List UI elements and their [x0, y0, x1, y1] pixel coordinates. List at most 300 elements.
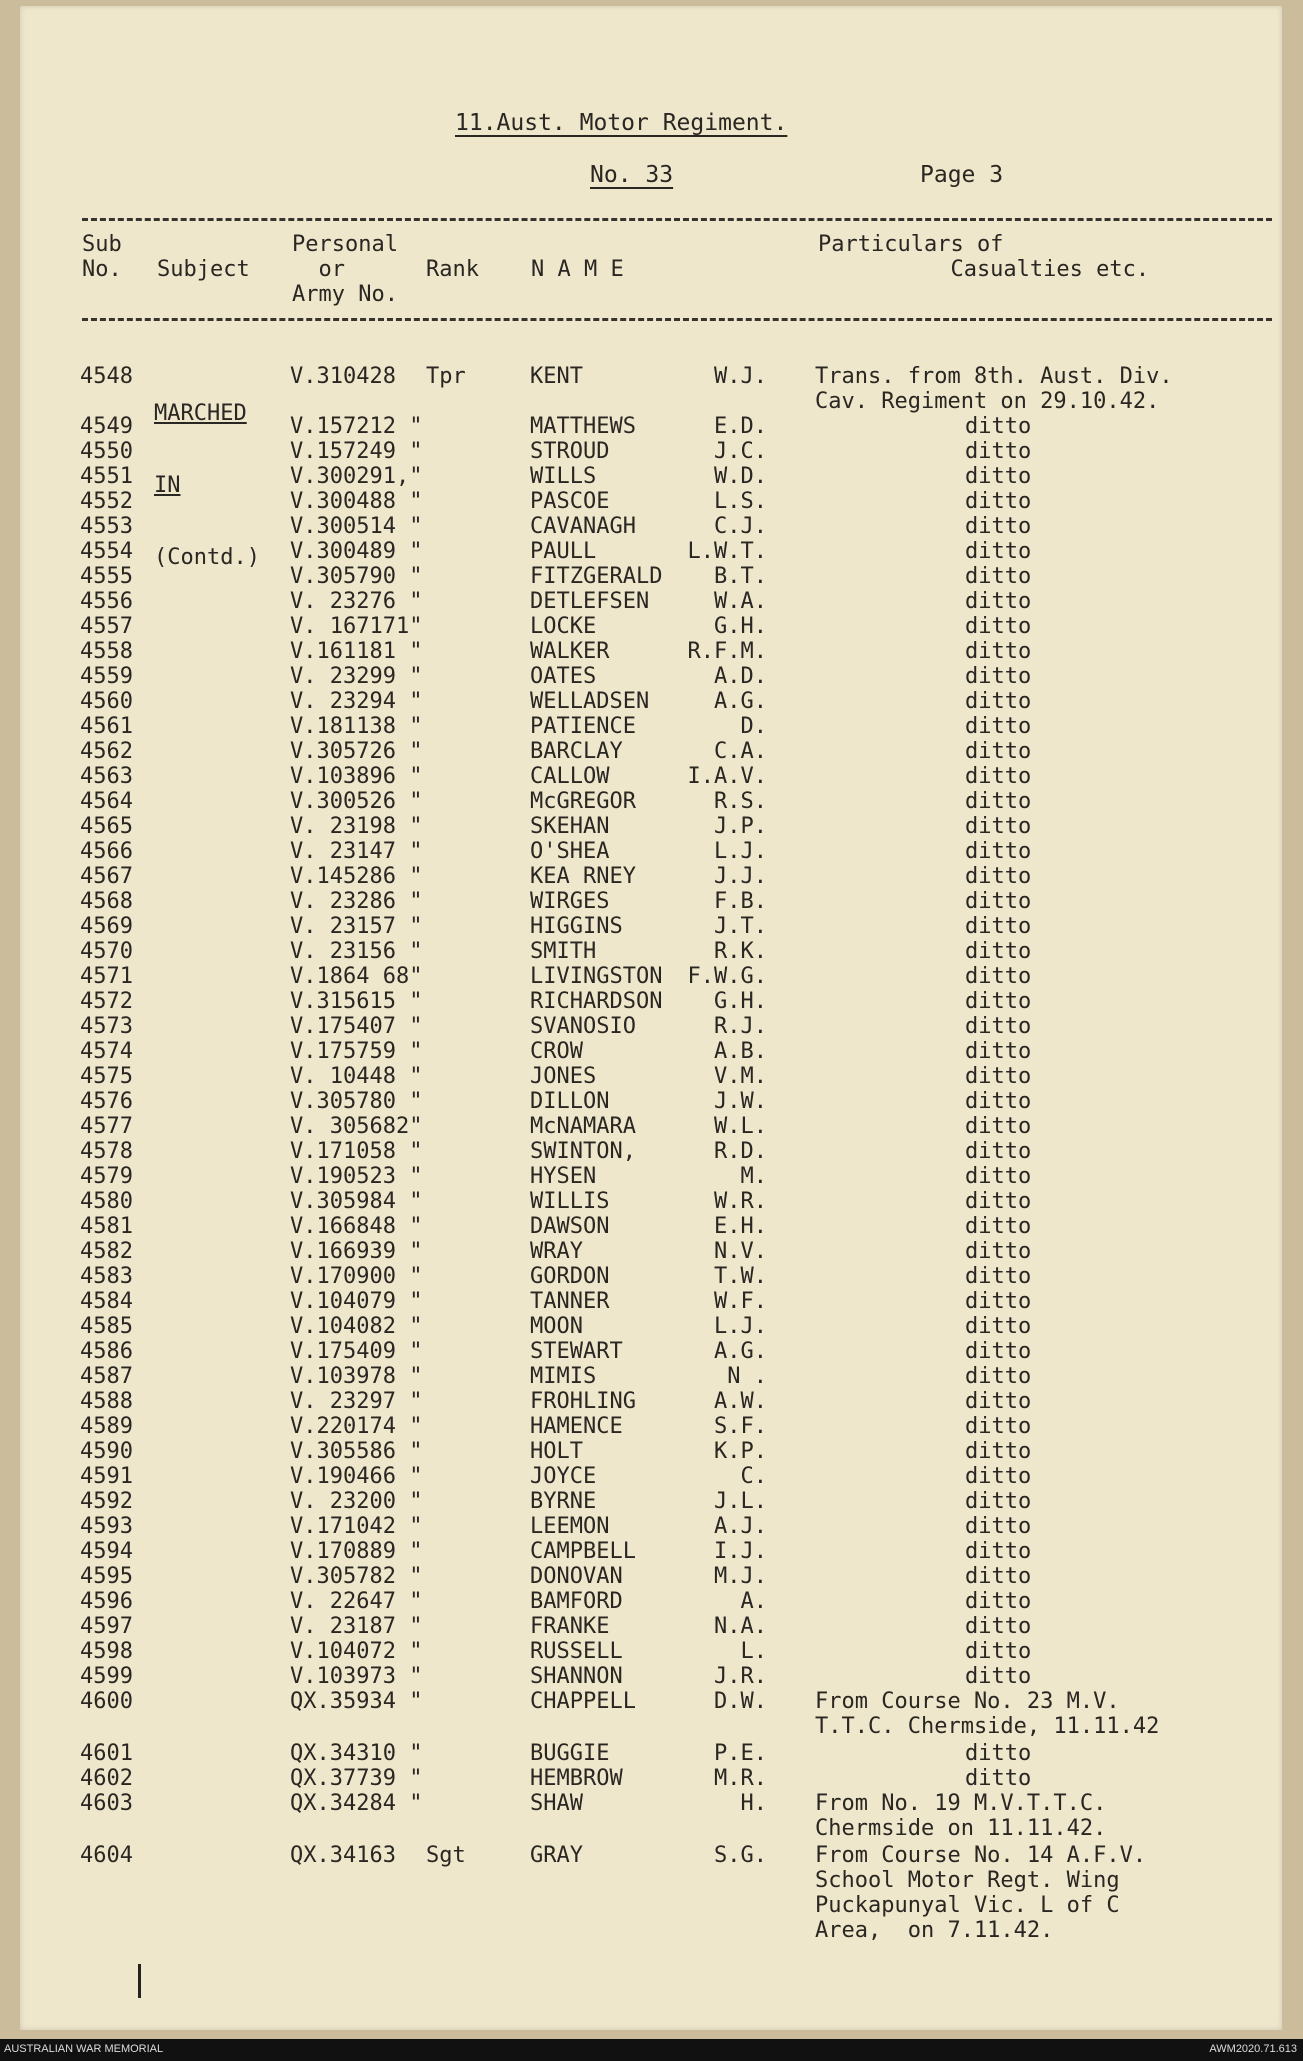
table-row: [20, 1389, 1282, 1414]
row-name: HOLT: [530, 1439, 583, 1464]
table-row: [20, 1364, 1282, 1389]
row-initials: J.P.: [714, 814, 767, 839]
row-sub-no: 4559: [80, 664, 133, 689]
row-name: STROUD: [530, 439, 610, 464]
table-row: [20, 1791, 1282, 1841]
row-sub-no: 4555: [80, 564, 133, 589]
row-army-no: V.171042 ": [290, 1514, 423, 1539]
header-name: N A M E: [531, 257, 624, 282]
row-sub-no: 4593: [80, 1514, 133, 1539]
table-row: [20, 789, 1282, 814]
document-number: No. 33: [590, 162, 674, 188]
row-particulars-ditto: ditto: [965, 1614, 1032, 1639]
row-sub-no: 4558: [80, 639, 133, 664]
row-initials: A.W.: [714, 1389, 767, 1414]
row-particulars-ditto: ditto: [965, 1339, 1032, 1364]
row-name: STEWART: [530, 1339, 623, 1364]
row-sub-no: 4583: [80, 1264, 133, 1289]
table-row: [20, 739, 1282, 764]
table-row: [20, 1239, 1282, 1264]
row-initials: C.: [740, 1464, 767, 1489]
row-sub-no: 4562: [80, 739, 133, 764]
row-sub-no: 4586: [80, 1339, 133, 1364]
row-name: SKEHAN: [530, 814, 610, 839]
table-row: [20, 689, 1282, 714]
row-sub-no: 4561: [80, 714, 133, 739]
row-name: SHANNON: [530, 1664, 623, 1689]
table-row: [20, 1514, 1282, 1539]
row-particulars-ditto: ditto: [965, 1064, 1032, 1089]
row-name: GRAY: [530, 1843, 583, 1868]
row-particulars-ditto: ditto: [965, 1414, 1032, 1439]
row-army-no: QX.34310 ": [290, 1741, 423, 1766]
table-row: [20, 1264, 1282, 1289]
row-army-no: V. 23299 ": [290, 664, 423, 689]
table-row: [20, 439, 1282, 464]
row-army-no: V.305782 ": [290, 1564, 423, 1589]
row-army-no: V.300526 ": [290, 789, 423, 814]
table-row: [20, 764, 1282, 789]
row-sub-no: 4549: [80, 414, 133, 439]
row-army-no: V. 23156 ": [290, 939, 423, 964]
table-row: [20, 1564, 1282, 1589]
row-army-no: V.103978 ": [290, 1364, 423, 1389]
row-name: FITZGERALD: [530, 564, 663, 589]
row-army-no: V. 23294 ": [290, 689, 423, 714]
row-name: TANNER: [530, 1289, 610, 1314]
row-name: MIMIS: [530, 1364, 597, 1389]
row-sub-no: 4579: [80, 1164, 133, 1189]
row-initials: A.G.: [714, 1339, 767, 1364]
row-particulars-ditto: ditto: [965, 1314, 1032, 1339]
row-initials: S.G.: [714, 1843, 767, 1868]
row-particulars-ditto: ditto: [965, 1189, 1032, 1214]
row-name: PASCOE: [530, 489, 610, 514]
row-initials: R.J.: [714, 1014, 767, 1039]
row-army-no: V. 305682": [290, 1114, 423, 1139]
row-name: BARCLAY: [530, 739, 623, 764]
table-row: [20, 1664, 1282, 1689]
row-particulars-ditto: ditto: [965, 764, 1032, 789]
row-army-no: V. 23200 ": [290, 1489, 423, 1514]
row-particulars: T.T.C. Chermside, 11.11.42: [815, 1714, 1160, 1739]
subject-line-1: MARCHED: [154, 401, 247, 426]
header-top-rule: [82, 218, 1272, 221]
table-row: [20, 1639, 1282, 1664]
table-row: [20, 539, 1282, 564]
table-row: [20, 664, 1282, 689]
row-army-no: V. 23147 ": [290, 839, 423, 864]
table-row: [20, 1464, 1282, 1489]
row-army-no: V.190466 ": [290, 1464, 423, 1489]
row-army-no: V.305726 ": [290, 739, 423, 764]
row-rank: Sgt: [426, 1843, 466, 1868]
row-army-no: V.300514 ": [290, 514, 423, 539]
table-row: [20, 564, 1282, 589]
row-initials: R.D.: [714, 1139, 767, 1164]
row-sub-no: 4578: [80, 1139, 133, 1164]
row-sub-no: 4582: [80, 1239, 133, 1264]
row-initials: L.J.: [714, 1314, 767, 1339]
row-initials: R.F.M.: [687, 639, 767, 664]
row-sub-no: 4602: [80, 1766, 133, 1791]
table-row: [20, 1214, 1282, 1239]
row-sub-no: 4569: [80, 914, 133, 939]
row-army-no: V.305790 ": [290, 564, 423, 589]
row-initials: A.: [740, 1589, 767, 1614]
row-name: CROW: [530, 1039, 583, 1064]
table-row: [20, 1014, 1282, 1039]
row-name: BUGGIE: [530, 1741, 610, 1766]
row-army-no: V.103896 ": [290, 764, 423, 789]
row-army-no: V.300291,": [290, 464, 423, 489]
table-row: [20, 1539, 1282, 1564]
row-name: LEEMON: [530, 1514, 610, 1539]
row-particulars-ditto: ditto: [965, 739, 1032, 764]
row-initials: N.V.: [714, 1239, 767, 1264]
row-particulars-ditto: ditto: [965, 864, 1032, 889]
row-army-no: V.181138 ": [290, 714, 423, 739]
row-army-no: V.171058 ": [290, 1139, 423, 1164]
row-name: MOON: [530, 1314, 583, 1339]
header-army-no: Personal or Army No.: [292, 232, 398, 307]
row-army-no: QX.37739 ": [290, 1766, 423, 1791]
row-initials: J.C.: [714, 439, 767, 464]
row-initials: P.E.: [714, 1741, 767, 1766]
row-initials: C.J.: [714, 514, 767, 539]
row-particulars-ditto: ditto: [965, 639, 1032, 664]
row-army-no: V.157212 ": [290, 414, 423, 439]
row-name: HIGGINS: [530, 914, 623, 939]
row-initials: G.H.: [714, 989, 767, 1014]
row-initials: F.W.G.: [687, 964, 767, 989]
row-particulars-ditto: ditto: [965, 1741, 1032, 1766]
row-sub-no: 4600: [80, 1689, 133, 1714]
row-army-no: V.166848 ": [290, 1214, 423, 1239]
row-army-no: V.220174 ": [290, 1414, 423, 1439]
row-name: HEMBROW: [530, 1766, 623, 1791]
row-particulars-ditto: ditto: [965, 1489, 1032, 1514]
row-sub-no: 4594: [80, 1539, 133, 1564]
row-army-no: V.300488 ": [290, 489, 423, 514]
table-row: [20, 1289, 1282, 1314]
row-initials: W.A.: [714, 589, 767, 614]
row-army-no: V.161181 ": [290, 639, 423, 664]
row-initials: T.W.: [714, 1264, 767, 1289]
row-initials: N .: [727, 1364, 767, 1389]
row-particulars-ditto: ditto: [965, 1639, 1032, 1664]
row-initials: M.J.: [714, 1564, 767, 1589]
row-particulars-ditto: ditto: [965, 1766, 1032, 1791]
row-name: RUSSELL: [530, 1639, 623, 1664]
row-sub-no: 4553: [80, 514, 133, 539]
row-initials: F.B.: [714, 889, 767, 914]
document-sheet: [20, 6, 1282, 2030]
row-sub-no: 4564: [80, 789, 133, 814]
row-particulars-ditto: ditto: [965, 414, 1032, 439]
row-name: WILLS: [530, 464, 597, 489]
row-army-no: V.170900 ": [290, 1264, 423, 1289]
row-sub-no: 4574: [80, 1039, 133, 1064]
table-row: [20, 1589, 1282, 1614]
row-army-no: V.145286 ": [290, 864, 423, 889]
row-name: CALLOW: [530, 764, 610, 789]
row-sub-no: 4551: [80, 464, 133, 489]
row-name: SWINTON,: [530, 1139, 636, 1164]
footer-reference: AWM2020.71.613: [1209, 2043, 1297, 2055]
row-initials: E.H.: [714, 1214, 767, 1239]
table-row: [20, 1164, 1282, 1189]
row-initials: D.W.: [714, 1689, 767, 1714]
table-row: [20, 639, 1282, 664]
row-army-no: V.157249 ": [290, 439, 423, 464]
row-sub-no: 4572: [80, 989, 133, 1014]
row-sub-no: 4548: [80, 364, 133, 389]
row-rank: Tpr: [426, 364, 466, 389]
row-particulars: From Course No. 14 A.F.V.: [815, 1843, 1147, 1868]
row-sub-no: 4567: [80, 864, 133, 889]
row-army-no: V. 23157 ": [290, 914, 423, 939]
row-particulars-ditto: ditto: [965, 1264, 1032, 1289]
row-sub-no: 4556: [80, 589, 133, 614]
row-army-no: V.175407 ": [290, 1014, 423, 1039]
row-particulars-ditto: ditto: [965, 539, 1032, 564]
row-sub-no: 4580: [80, 1189, 133, 1214]
row-initials: K.P.: [714, 1439, 767, 1464]
header-particulars: Particulars of Casualties etc.: [818, 232, 1150, 282]
row-initials: N.A.: [714, 1614, 767, 1639]
table-row: [20, 1843, 1282, 1943]
row-army-no: V.190523 ": [290, 1164, 423, 1189]
table-row: [20, 1414, 1282, 1439]
header-sub-no: Sub No.: [82, 232, 122, 282]
row-name: SHAW: [530, 1791, 583, 1816]
row-initials: S.F.: [714, 1414, 767, 1439]
row-army-no: QX.35934 ": [290, 1689, 423, 1714]
table-row: [20, 839, 1282, 864]
row-initials: J.L.: [714, 1489, 767, 1514]
subject-line-3: (Contd.): [154, 545, 260, 570]
row-initials: A.B.: [714, 1039, 767, 1064]
table-row: [20, 964, 1282, 989]
table-row: [20, 714, 1282, 739]
row-particulars-ditto: ditto: [965, 589, 1032, 614]
row-sub-no: 4581: [80, 1214, 133, 1239]
row-initials: I.A.V.: [687, 764, 767, 789]
row-particulars-ditto: ditto: [965, 1664, 1032, 1689]
table-row: [20, 1766, 1282, 1791]
row-name: MATTHEWS: [530, 414, 636, 439]
row-army-no: V. 23286 ": [290, 889, 423, 914]
row-sub-no: 4604: [80, 1843, 133, 1868]
row-particulars-ditto: ditto: [965, 714, 1032, 739]
table-row: [20, 1439, 1282, 1464]
row-name: DILLON: [530, 1089, 610, 1114]
row-name: CHAPPELL: [530, 1689, 636, 1714]
row-sub-no: 4590: [80, 1439, 133, 1464]
row-name: JONES: [530, 1064, 597, 1089]
row-army-no: V.175409 ": [290, 1339, 423, 1364]
row-name: WILLIS: [530, 1189, 610, 1214]
table-row: [20, 464, 1282, 489]
row-particulars: Puckapunyal Vic. L of C: [815, 1893, 1120, 1918]
row-particulars-ditto: ditto: [965, 1514, 1032, 1539]
row-name: KENT: [530, 364, 583, 389]
row-name: McNAMARA: [530, 1114, 636, 1139]
table-row: [20, 814, 1282, 839]
table-row: [20, 1064, 1282, 1089]
row-initials: A.J.: [714, 1514, 767, 1539]
table-row: [20, 1114, 1282, 1139]
row-sub-no: 4587: [80, 1364, 133, 1389]
row-army-no: V.104072 ": [290, 1639, 423, 1664]
row-sub-no: 4573: [80, 1014, 133, 1039]
row-initials: W.F.: [714, 1289, 767, 1314]
row-name: LIVINGSTON: [530, 964, 663, 989]
row-initials: W.J.: [714, 364, 767, 389]
row-sub-no: 4566: [80, 839, 133, 864]
row-army-no: V.166939 ": [290, 1239, 423, 1264]
row-army-no: V. 10448 ": [290, 1064, 423, 1089]
table-row: [20, 489, 1282, 514]
row-particulars: Trans. from 8th. Aust. Div.: [815, 364, 1173, 389]
row-initials: B.T.: [714, 564, 767, 589]
row-sub-no: 4557: [80, 614, 133, 639]
table-row: [20, 1314, 1282, 1339]
row-army-no: QX.34163: [290, 1843, 396, 1868]
row-initials: V.M.: [714, 1064, 767, 1089]
row-sub-no: 4576: [80, 1089, 133, 1114]
row-sub-no: 4599: [80, 1664, 133, 1689]
row-particulars-ditto: ditto: [965, 914, 1032, 939]
row-sub-no: 4570: [80, 939, 133, 964]
row-initials: M.: [740, 1164, 767, 1189]
row-sub-no: 4589: [80, 1414, 133, 1439]
row-name: BYRNE: [530, 1489, 597, 1514]
footer-bar: [0, 2039, 1303, 2061]
row-initials: R.S.: [714, 789, 767, 814]
row-particulars-ditto: ditto: [965, 1089, 1032, 1114]
table-row: [20, 889, 1282, 914]
row-army-no: V.315615 ": [290, 989, 423, 1014]
row-particulars: From No. 19 M.V.T.T.C.: [815, 1791, 1107, 1816]
row-particulars-ditto: ditto: [965, 814, 1032, 839]
row-name: LOCKE: [530, 614, 597, 639]
row-initials: L.: [740, 1639, 767, 1664]
row-name: WRAY: [530, 1239, 583, 1264]
row-particulars-ditto: ditto: [965, 1464, 1032, 1489]
row-initials: W.L.: [714, 1114, 767, 1139]
subject-line-2: IN: [154, 473, 181, 498]
row-name: DONOVAN: [530, 1564, 623, 1589]
row-name: GORDON: [530, 1264, 610, 1289]
header-bottom-rule: [82, 318, 1272, 321]
row-particulars-ditto: ditto: [965, 1564, 1032, 1589]
document-title: 11.Aust. Motor Regiment.: [455, 110, 788, 136]
table-row: [20, 939, 1282, 964]
table-row: [20, 1741, 1282, 1766]
row-name: DAWSON: [530, 1214, 610, 1239]
row-initials: R.K.: [714, 939, 767, 964]
row-sub-no: 4568: [80, 889, 133, 914]
row-name: CAMPBELL: [530, 1539, 636, 1564]
row-initials: A.D.: [714, 664, 767, 689]
row-name: WIRGES: [530, 889, 610, 914]
row-particulars-ditto: ditto: [965, 1364, 1032, 1389]
row-particulars-ditto: ditto: [965, 514, 1032, 539]
row-army-no: V.104082 ": [290, 1314, 423, 1339]
row-sub-no: 4577: [80, 1114, 133, 1139]
row-army-no: V.170889 ": [290, 1539, 423, 1564]
row-sub-no: 4554: [80, 539, 133, 564]
row-initials: C.A.: [714, 739, 767, 764]
row-particulars-ditto: ditto: [965, 464, 1032, 489]
table-row: [20, 1489, 1282, 1514]
row-particulars: Chermside on 11.11.42.: [815, 1816, 1107, 1841]
row-particulars: Area, on 7.11.42.: [815, 1918, 1054, 1943]
header-subject: Subject: [157, 257, 250, 282]
header-rank: Rank: [426, 257, 479, 282]
table-row: [20, 1089, 1282, 1114]
row-particulars: School Motor Regt. Wing: [815, 1868, 1120, 1893]
row-sub-no: 4552: [80, 489, 133, 514]
row-particulars-ditto: ditto: [965, 939, 1032, 964]
row-initials: E.D.: [714, 414, 767, 439]
row-army-no: V.300489 ": [290, 539, 423, 564]
row-army-no: V.1864 68": [290, 964, 423, 989]
row-initials: H.: [740, 1791, 767, 1816]
row-initials: W.D.: [714, 464, 767, 489]
row-name: KEA RNEY: [530, 864, 636, 889]
row-sub-no: 4598: [80, 1639, 133, 1664]
row-name: DETLEFSEN: [530, 589, 650, 614]
row-particulars-ditto: ditto: [965, 989, 1032, 1014]
row-particulars-ditto: ditto: [965, 1289, 1032, 1314]
row-particulars-ditto: ditto: [965, 689, 1032, 714]
row-sub-no: 4575: [80, 1064, 133, 1089]
table-row: [20, 1689, 1282, 1739]
row-army-no: V. 23187 ": [290, 1614, 423, 1639]
table-row: [20, 514, 1282, 539]
row-name: WELLADSEN: [530, 689, 650, 714]
footer-institution: AUSTRALIAN WAR MEMORIAL: [4, 2043, 164, 2055]
row-name: WALKER: [530, 639, 610, 664]
row-army-no: V.175759 ": [290, 1039, 423, 1064]
row-particulars-ditto: ditto: [965, 489, 1032, 514]
row-name: SVANOSIO: [530, 1014, 636, 1039]
row-particulars-ditto: ditto: [965, 1164, 1032, 1189]
row-sub-no: 4596: [80, 1589, 133, 1614]
row-initials: G.H.: [714, 614, 767, 639]
table-row: [20, 1139, 1282, 1164]
table-row: [20, 589, 1282, 614]
row-initials: W.R.: [714, 1189, 767, 1214]
row-particulars-ditto: ditto: [965, 1439, 1032, 1464]
table-row: [20, 914, 1282, 939]
table-row: [20, 614, 1282, 639]
table-row: [20, 414, 1282, 439]
row-initials: A.G.: [714, 689, 767, 714]
row-particulars-ditto: ditto: [965, 1039, 1032, 1064]
row-particulars-ditto: ditto: [965, 1239, 1032, 1264]
row-name: HYSEN: [530, 1164, 597, 1189]
row-army-no: QX.34284 ": [290, 1791, 423, 1816]
row-army-no: V. 22647 ": [290, 1589, 423, 1614]
table-row: [20, 1039, 1282, 1064]
row-particulars-ditto: ditto: [965, 1114, 1032, 1139]
row-name: PATIENCE: [530, 714, 636, 739]
row-sub-no: 4585: [80, 1314, 133, 1339]
